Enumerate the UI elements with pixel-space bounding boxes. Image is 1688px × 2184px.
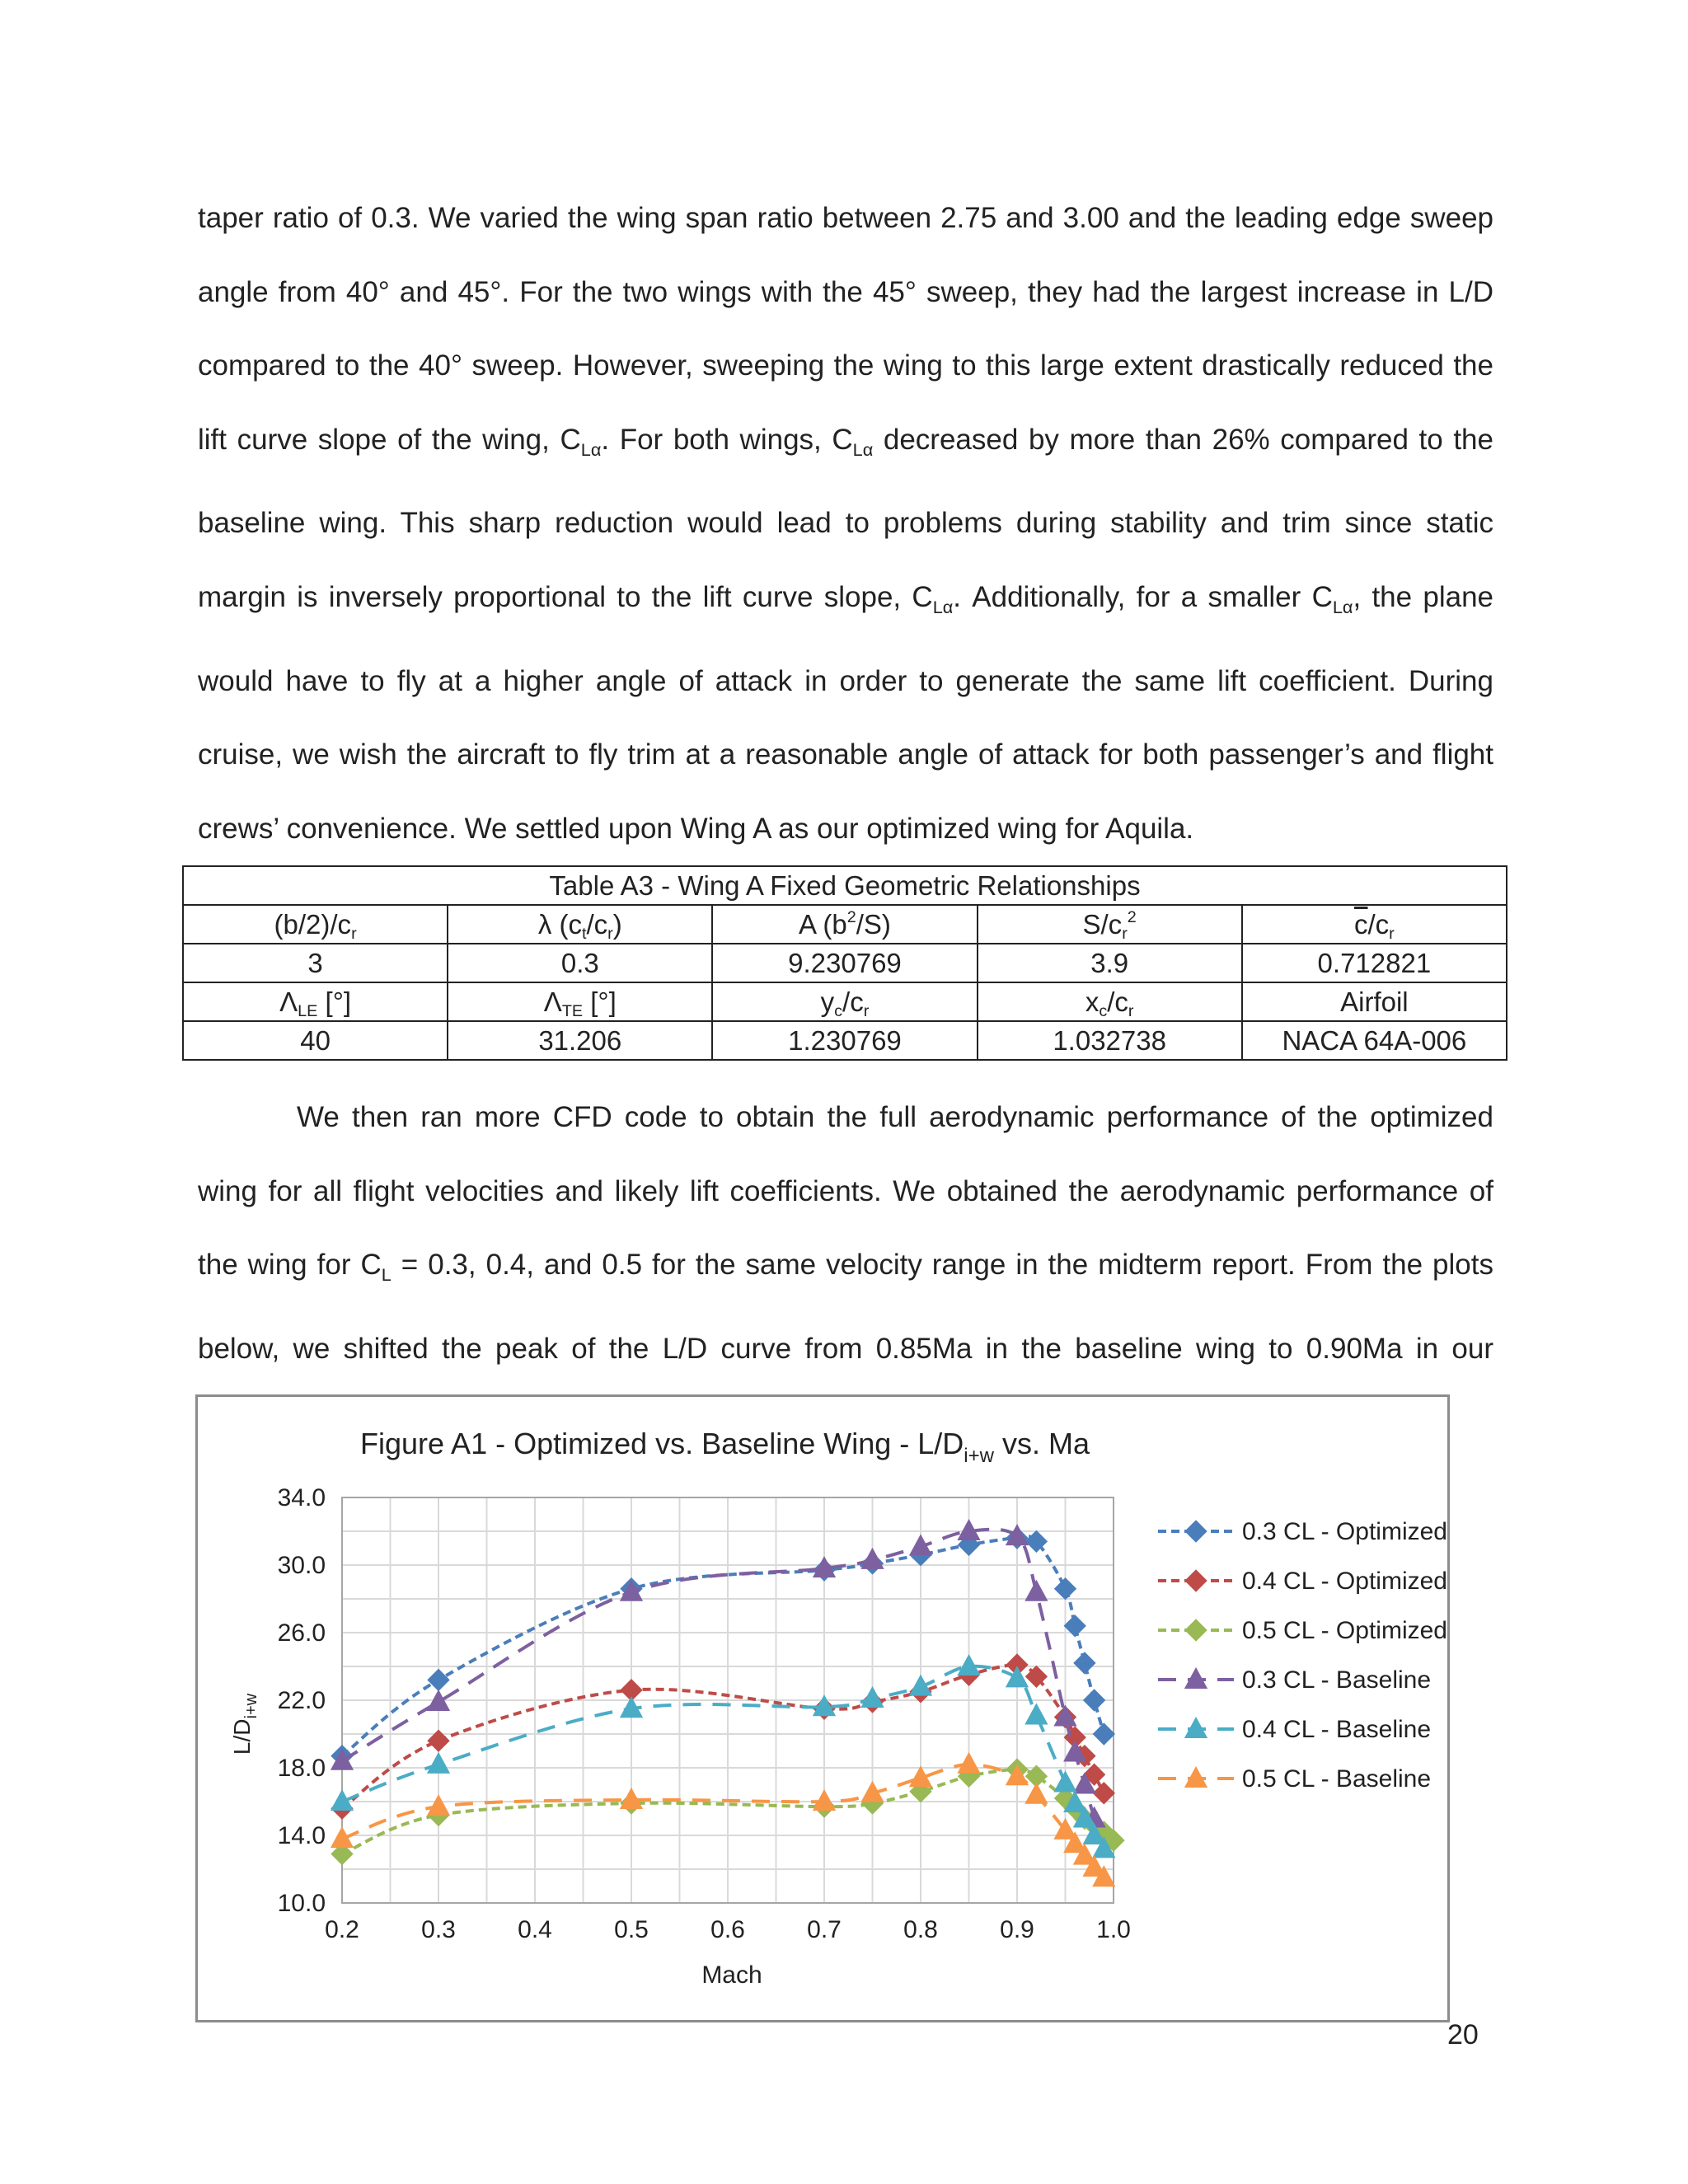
series-0-3-cl-optimized [331, 1527, 1114, 1766]
x-tick-label: 0.6 [710, 1916, 745, 1943]
page-number: 20 [1447, 2019, 1479, 2050]
table-row-1 [183, 944, 1507, 982]
table-header-row-1 [183, 905, 1507, 944]
x-tick-label: 0.2 [325, 1916, 359, 1943]
legend-label: 0.3 CL - Optimized [1242, 1518, 1447, 1545]
table-cell: 0.3 [448, 944, 712, 982]
c-l-alpha-sub: Lα [932, 596, 954, 617]
paragraph-2-seg1: We then ran more CFD code to obtain the full aerodynamic performance of the optimized wing for all flight velocities and likely lift coefficients. We obtained the aerodynamic performance of the wing for C [198, 1101, 1493, 1282]
table-cell: 31.206 [448, 1021, 712, 1060]
c-l-sub: L [381, 1264, 392, 1286]
y-tick-label: 30.0 [277, 1552, 326, 1579]
x-axis-label: Mach [701, 1961, 762, 1989]
table-cell: $x_c/c_r$ [978, 982, 1242, 1021]
y-tick-label: 14.0 [277, 1822, 326, 1849]
x-tick-label: 0.3 [421, 1916, 456, 1943]
legend-marker [1185, 1619, 1207, 1641]
legend-marker [1185, 1570, 1207, 1591]
paragraph-2-seg2: = 0.3, 0.4, and 0.5 for the same velocity range in the midterm report. From the plots below, we shifted the peak of the L/D curve from 0.85Ma in the baseline wing to 0.90Ma in our [198, 1249, 1493, 1365]
figure-a1-chart [195, 1394, 1450, 2022]
legend-label: 0.5 CL - Baseline [1242, 1765, 1432, 1793]
table-cell: 3.9 [978, 944, 1242, 982]
data-point [1055, 1578, 1076, 1600]
y-tick-label: 10.0 [277, 1890, 326, 1917]
data-point [861, 1549, 884, 1569]
table-cell: Airfoil [1242, 982, 1507, 1021]
data-point [1084, 1690, 1105, 1711]
paragraph-1-seg3: decreased by more than 26% compared to the baseline wing. This sharp reduction would lead to problems during stability and trim since static margin is inversely proportional to the lift curve slope, C [198, 423, 1493, 613]
y-axis-label: $L/D_{i+w}$ [229, 1693, 260, 1755]
table-cell: 1.230769 [712, 1021, 977, 1060]
x-tick-label: 0.8 [903, 1916, 938, 1943]
x-tick-label: 1.0 [1096, 1916, 1131, 1943]
data-point [1093, 1723, 1114, 1745]
paragraph-1-seg5: , the plane would have to fly at a higher angle of attack in order to generate the same lift coefficient. During cruise, we wish the aircraft to fly trim at a reasonable angle of attack for both passenger’s and flight crews’ convenience. We settled upon Wing A as our optimized wing for Aquila. [198, 580, 1493, 845]
x-tick-label: 0.4 [518, 1916, 552, 1943]
y-tick-label: 22.0 [277, 1687, 326, 1714]
legend-label: 0.4 CL - Optimized [1242, 1568, 1447, 1595]
table-cell: 9.230769 [712, 944, 977, 982]
table-cell: $S/c_r^2$ [978, 905, 1242, 944]
table-cell: $\Lambda_{LE}$ [°] [183, 982, 448, 1021]
y-tick-label: 18.0 [277, 1755, 326, 1782]
table-cell: $(b/2)/c_r$ [183, 905, 448, 944]
series-line [342, 1765, 1104, 1877]
data-point [1025, 1581, 1048, 1601]
c-l-alpha-sub: Lα [580, 438, 602, 460]
series-line [342, 1536, 1104, 1756]
data-point [1025, 1704, 1048, 1724]
table-cell: $\Lambda_{TE}$ [°] [448, 982, 712, 1021]
paragraph-1-seg4: . Additionally, for a smaller C [953, 580, 1333, 613]
c-l-alpha-sub: Lα [852, 438, 874, 460]
x-tick-label: 0.5 [614, 1916, 649, 1943]
paragraph-1 [198, 181, 1493, 865]
table-cell: 1.032738 [978, 1021, 1242, 1060]
series-0-4-cl-optimized [331, 1654, 1114, 1819]
paragraph-1-seg2: . For both wings, C [601, 423, 853, 456]
table-cell: 3 [183, 944, 448, 982]
y-tick-label: 26.0 [277, 1619, 326, 1647]
data-point [1025, 1783, 1048, 1804]
chart-axes [278, 1484, 1131, 1943]
legend-marker [1185, 1521, 1207, 1542]
chart-legend [1158, 1518, 1447, 1793]
data-point [1093, 1783, 1114, 1804]
table-cell: A $(b^2/S)$ [712, 905, 977, 944]
table-header-row-2 [183, 982, 1507, 1021]
geometry-table [182, 865, 1507, 1061]
data-point [958, 1753, 980, 1774]
table-title: Table A3 - Wing A Fixed Geometric Relationships [183, 866, 1507, 905]
x-tick-label: 0.9 [1000, 1916, 1034, 1943]
table-cell: λ $(c_t/c_r)$ [448, 905, 712, 944]
table-cell: 40 [183, 1021, 448, 1060]
data-point [428, 1795, 450, 1816]
table-cell: $y_c/c_r$ [712, 982, 977, 1021]
series-line [342, 1665, 1104, 1808]
data-point [1054, 1771, 1076, 1792]
data-point [428, 1669, 449, 1690]
data-point [861, 1687, 884, 1708]
series-0-4-cl-baseline [331, 1655, 1115, 1858]
chart-grid [342, 1497, 1114, 1903]
legend-label: 0.4 CL - Baseline [1242, 1716, 1432, 1743]
data-point [428, 1753, 450, 1774]
table-cell: $\overline{c}/c_r$ [1242, 905, 1507, 944]
legend-label: 0.3 CL - Baseline [1242, 1666, 1432, 1694]
y-tick-label: 34.0 [277, 1484, 326, 1511]
legend-label: 0.5 CL - Optimized [1242, 1617, 1447, 1644]
chart-title: Figure A1 - Optimized vs. Baseline Wing - $L/D_{i+w}$ vs. Ma [360, 1427, 1090, 1467]
data-point [1006, 1666, 1029, 1687]
data-point [1074, 1652, 1095, 1674]
table-cell: NACA 64A-006 [1242, 1021, 1507, 1060]
paragraph-1-seg1: taper ratio of 0.3. We varied the wing span ratio between 2.75 and 3.00 and the leading edge sweep angle from 40° and 45°. For the two wings with the 45° sweep, they had the largest increase in L/D compared to the 40° sweep. However, sweeping the wing to this large extent drastically reduced the lift curve slope of the wing, C [198, 202, 1493, 456]
table-row-2 [183, 1021, 1507, 1060]
c-l-alpha-sub: Lα [1332, 596, 1353, 617]
x-tick-label: 0.7 [807, 1916, 842, 1943]
table-cell: 0.712821 [1242, 944, 1507, 982]
